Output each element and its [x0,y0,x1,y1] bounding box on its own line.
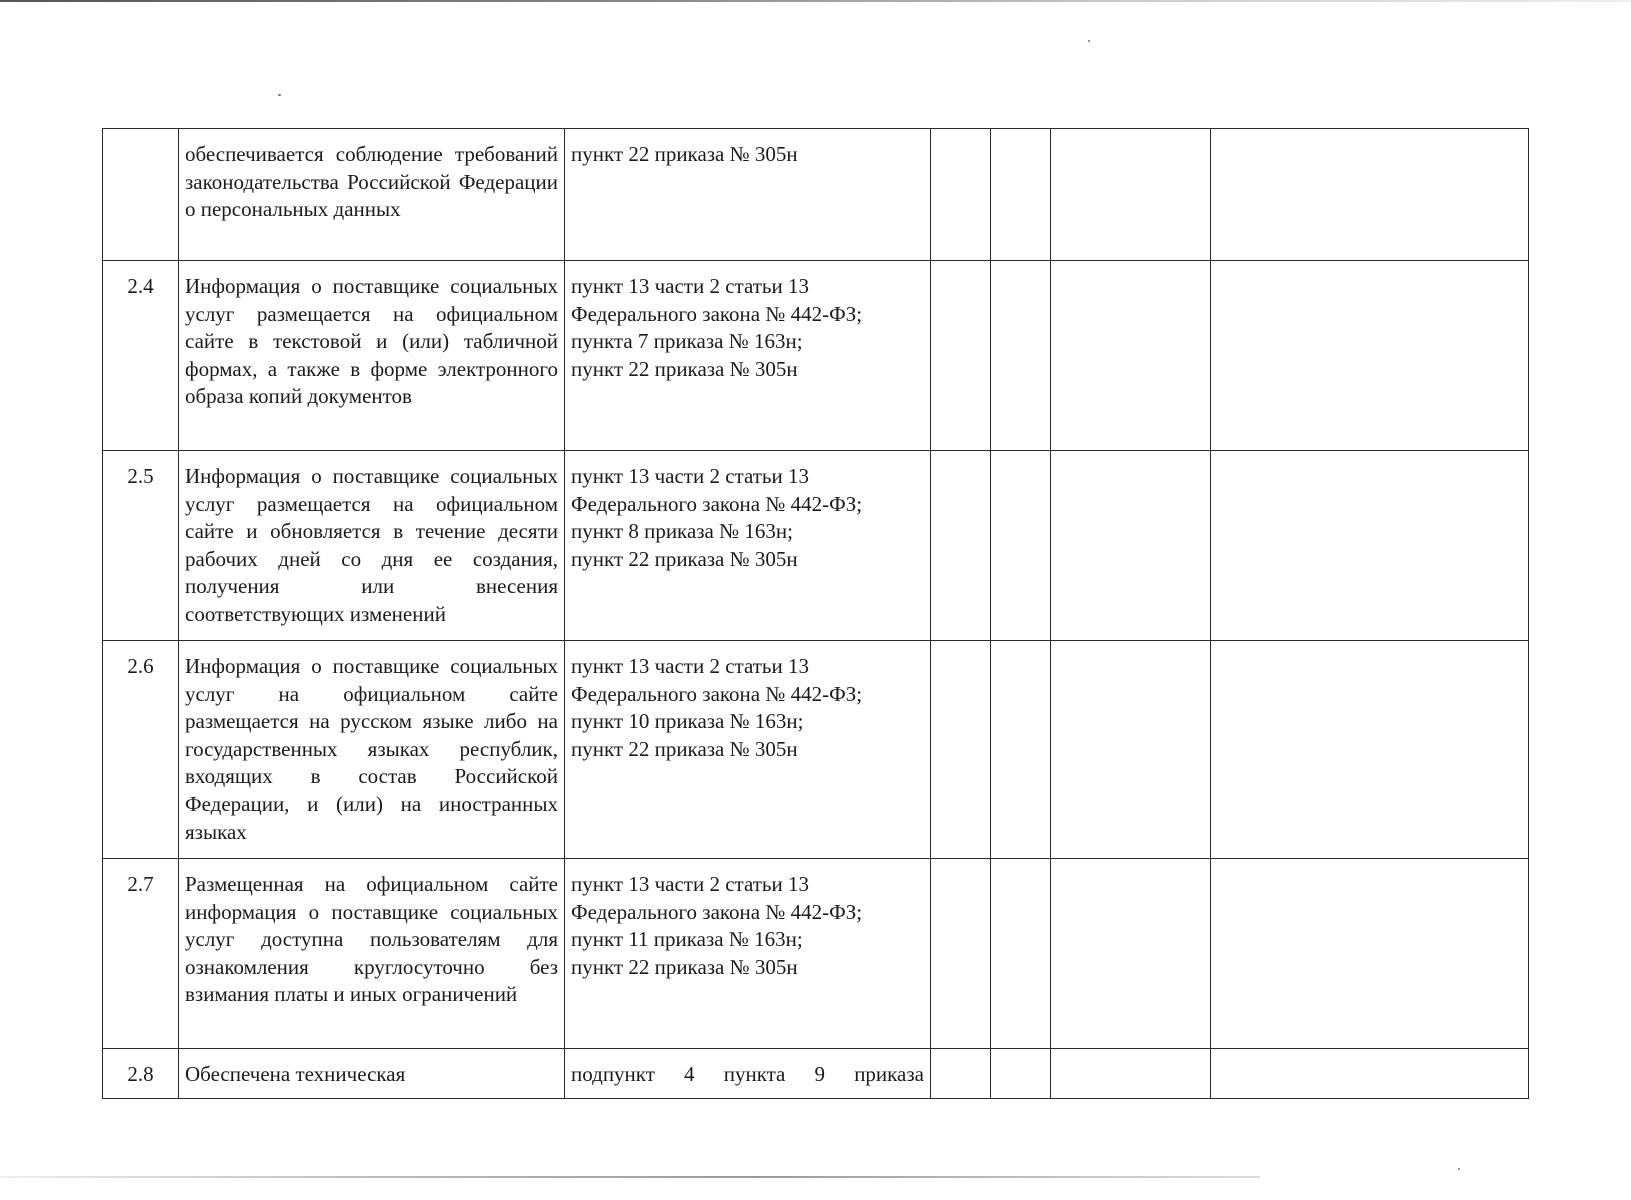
table-row [103,451,1529,641]
requirement-description: Обеспечена техническая [179,1049,565,1099]
table-row [103,261,1529,451]
requirements-table [102,128,1529,1099]
empty-cell [1211,261,1529,451]
empty-cell [931,129,991,261]
empty-cell [1051,1049,1211,1099]
empty-cell [931,261,991,451]
row-number: 2.6 [103,641,179,859]
scan-speck [1088,40,1090,42]
requirement-description: Размещенная на официальном сайте информация о поставщике социальных услуг доступна пользователям для ознакомления круглосуточно без взимания платы и иных ограничений [179,859,565,1049]
empty-cell [991,129,1051,261]
legal-reference: пункт 22 приказа № 305н [565,129,931,261]
table-row [103,859,1529,1049]
legal-reference: пункт 13 части 2 статьи 13 Федерального закона № 442-ФЗ; пункт 11 приказа № 163н; пункт 22 приказа № 305н [565,859,931,1049]
empty-cell [1211,129,1529,261]
empty-cell [1211,1049,1529,1099]
table-row [103,1049,1529,1099]
empty-cell [931,641,991,859]
legal-reference: пункт 13 части 2 статьи 13 Федерального закона № 442-ФЗ; пункт 8 приказа № 163н; пункт 22 приказа № 305н [565,451,931,641]
empty-cell [991,261,1051,451]
row-number: 2.7 [103,859,179,1049]
empty-cell [1211,859,1529,1049]
empty-cell [1211,451,1529,641]
table-row [103,129,1529,261]
legal-reference: пункт 13 части 2 статьи 13 Федерального закона № 442-ФЗ; пункта 7 приказа № 163н; пункт 22 приказа № 305н [565,261,931,451]
row-number: 2.4 [103,261,179,451]
scan-speck [1458,1168,1460,1170]
empty-cell [1051,451,1211,641]
requirement-description: Информация о поставщике социальных услуг на официальном сайте размещается на русском языке либо на государственных языках республик, входящих в состав Российской Федерации, и (или) на иностранных языках [179,641,565,859]
empty-cell [991,451,1051,641]
row-number: 2.5 [103,451,179,641]
empty-cell [1051,129,1211,261]
legal-reference: подпункт 4 пункта 9 приказа [565,1049,931,1099]
empty-cell [931,859,991,1049]
scan-speck [278,94,281,96]
empty-cell [1051,641,1211,859]
scan-edge-top [0,0,1631,2]
requirement-description: Информация о поставщике социальных услуг размещается на официальном сайте и обновляется в течение десяти рабочих дней со дня ее создания, получения или внесения соответствующих изменений [179,451,565,641]
empty-cell [1051,859,1211,1049]
row-number [103,129,179,261]
empty-cell [991,859,1051,1049]
empty-cell [991,1049,1051,1099]
scan-edge-bottom [0,1176,1260,1178]
requirement-description: Информация о поставщике социальных услуг размещается на официальном сайте в текстовой и (или) табличной формах, а также в форме электронного образа копий документов [179,261,565,451]
legal-reference: пункт 13 части 2 статьи 13 Федерального закона № 442-ФЗ; пункт 10 приказа № 163н; пункт 22 приказа № 305н [565,641,931,859]
empty-cell [931,1049,991,1099]
empty-cell [931,451,991,641]
row-number: 2.8 [103,1049,179,1099]
empty-cell [991,641,1051,859]
empty-cell [1051,261,1211,451]
empty-cell [1211,641,1529,859]
table-row [103,641,1529,859]
requirement-description: обеспечивается соблюдение требований законодательства Российской Федерации о персональных данных [179,129,565,261]
